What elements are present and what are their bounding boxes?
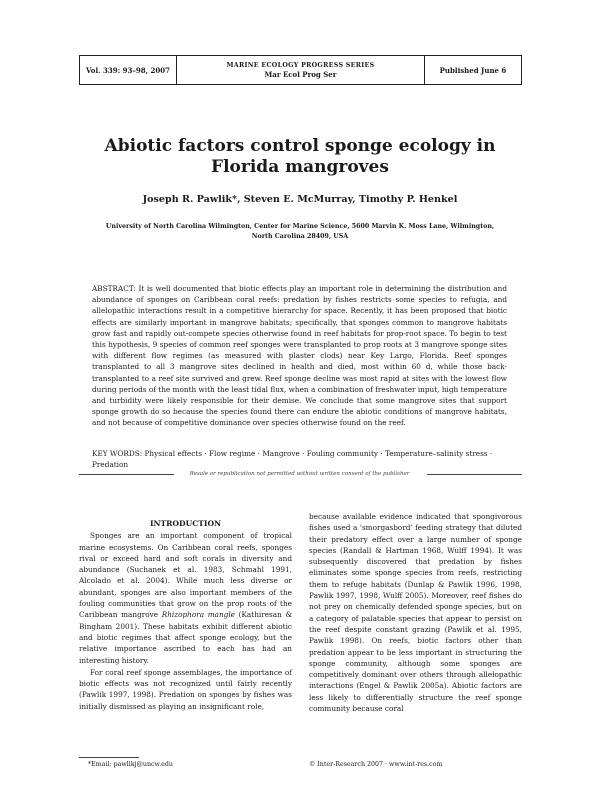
title-line-1: Abiotic factors control sponge ecology in bbox=[104, 136, 496, 156]
column-right bbox=[309, 511, 522, 714]
corresponding-email: *Email: pawlikj@uncw.edu bbox=[88, 761, 173, 768]
paper-title bbox=[60, 136, 540, 178]
publication-date: Published June 6 bbox=[439, 65, 507, 75]
republication-notice: Resale or republication not permitted without written consent of the publisher bbox=[189, 471, 410, 477]
volume-info: Vol. 339: 93–98, 2007 bbox=[80, 56, 177, 84]
species-name: Rhizophora mangle bbox=[161, 610, 235, 620]
authors: Joseph R. Pawlik*, Steven E. McMurray, Timothy P. Henkel bbox=[142, 194, 458, 205]
journal-header bbox=[79, 55, 522, 85]
intro-paragraph-1: Sponges are an important component of tropical marine ecosystems. On Caribbean coral reefs, sponges rival or exceed hard and soft corals in diversity and abundance (Suchanek et al. 1983, Schmahl 1991, Alcolado et al. 2004). While much less diverse or abundant, sponges are also important members of the fouling communities that grow on the prop roots of the Caribbean mangrove Rhizophora mangle (Kathiresan & Bingham 2001). These habitats exhibit different abiotic and biotic regimes that affect sponge ecology, but the relative importance ascribed to each has had an interesting history. bbox=[79, 531, 292, 665]
column-left bbox=[79, 518, 292, 712]
copyright: © Inter-Research 2007 · www.int-res.com bbox=[309, 761, 443, 768]
title-line-2: Florida mangroves bbox=[211, 157, 389, 177]
journal-abbrev: Mar Ecol Prog Ser bbox=[264, 70, 337, 79]
affiliation-line-1: University of North Carolina Wilmington, Center for Marine Science, 5600 Marvin K. Moss Lane, Wilmington, bbox=[105, 223, 495, 230]
intro-paragraph-2: For coral reef sponge assemblages, the importance of biotic effects was not recognized until fairly recently (Pawlik 1997, 1998). Predation on sponges by fishes was initially dismissed as playing an insignificant role, bbox=[79, 667, 292, 711]
abstract: ABSTRACT: It is well documented that biotic effects play an important role in determining the distribution and abundance of sponges on Caribbean coral reefs: predation by fishes restricts some species to refugia, and allelopathic interactions result in a competitive hierarchy for space. Recently, it has been proposed that biotic effects are similarly important in mangrove habitats; specifically, that sponges common to mangrove habitats grow fast and rapidly out-compete species otherwise found in reef habitats for prop-root space. To begin to test this hypothesis, 9 species of common reef sponges were transplanted to prop roots at 3 mangrove sponge sites with different flow regimes (as measured with plaster clods) near Key Largo, Florida. Reef sponges transplanted to all 3 mangrove sites declined in health and died, most within 60 d, while those back-transplanted to a reef site survived and grew. Reef sponge decline was most rapid at sites with the lowest flow during periods of the month with the least tidal flux, when a combination of freshwater input, high temperature and turbidity were likely responsible for their demise. We conclude that some mangrove sites that support sponge growth do so because the species found there can endure the abiotic conditions of mangrove habitats, and not because of competitive dominance over species otherwise found on the reef. bbox=[92, 284, 507, 428]
intro-paragraph-continued: because available evidence indicated that spongivorous fishes used a 'smorgasbord' feeding strategy that diluted their predatory effect over a large number of sponge species (Randall & Hartman 1968, Wulff 1994). It was subsequently discovered that predation by fishes eliminates some sponge species from reefs, restricting them to refuge habitats (Dunlap & Pawlik 1996, 1998, Pawlik 1997, 1998, Wulff 2005). Moreover, reef fishes do not prey on chemically defended sponge species, but on a category of palatable species that appear to persist on the reef despite constant grazing (Pawlik et al. 1995, Pawlik 1998). On reefs, biotic factors other than predation appear to be less important in structuring the sponge community, although some sponges are competitively dominant over others through allelopathic interactions (Engel & Pawlik 2005a). Abiotic factors are less likely to differentially structure the reef sponge community because coral bbox=[309, 512, 522, 714]
affiliation-line-2: North Carolina 28409, USA bbox=[251, 233, 349, 240]
affiliation bbox=[86, 222, 514, 242]
keywords: KEY WORDS: Physical effects · Flow regime · Mangrove · Fouling community · Temperature–salinity stress · Predation bbox=[92, 449, 493, 470]
footnote-rule bbox=[79, 757, 139, 758]
section-heading: INTRODUCTION bbox=[149, 519, 222, 528]
journal-name-block bbox=[177, 56, 425, 84]
journal-name: MARINE ECOLOGY PROGRESS SERIES bbox=[226, 62, 375, 69]
